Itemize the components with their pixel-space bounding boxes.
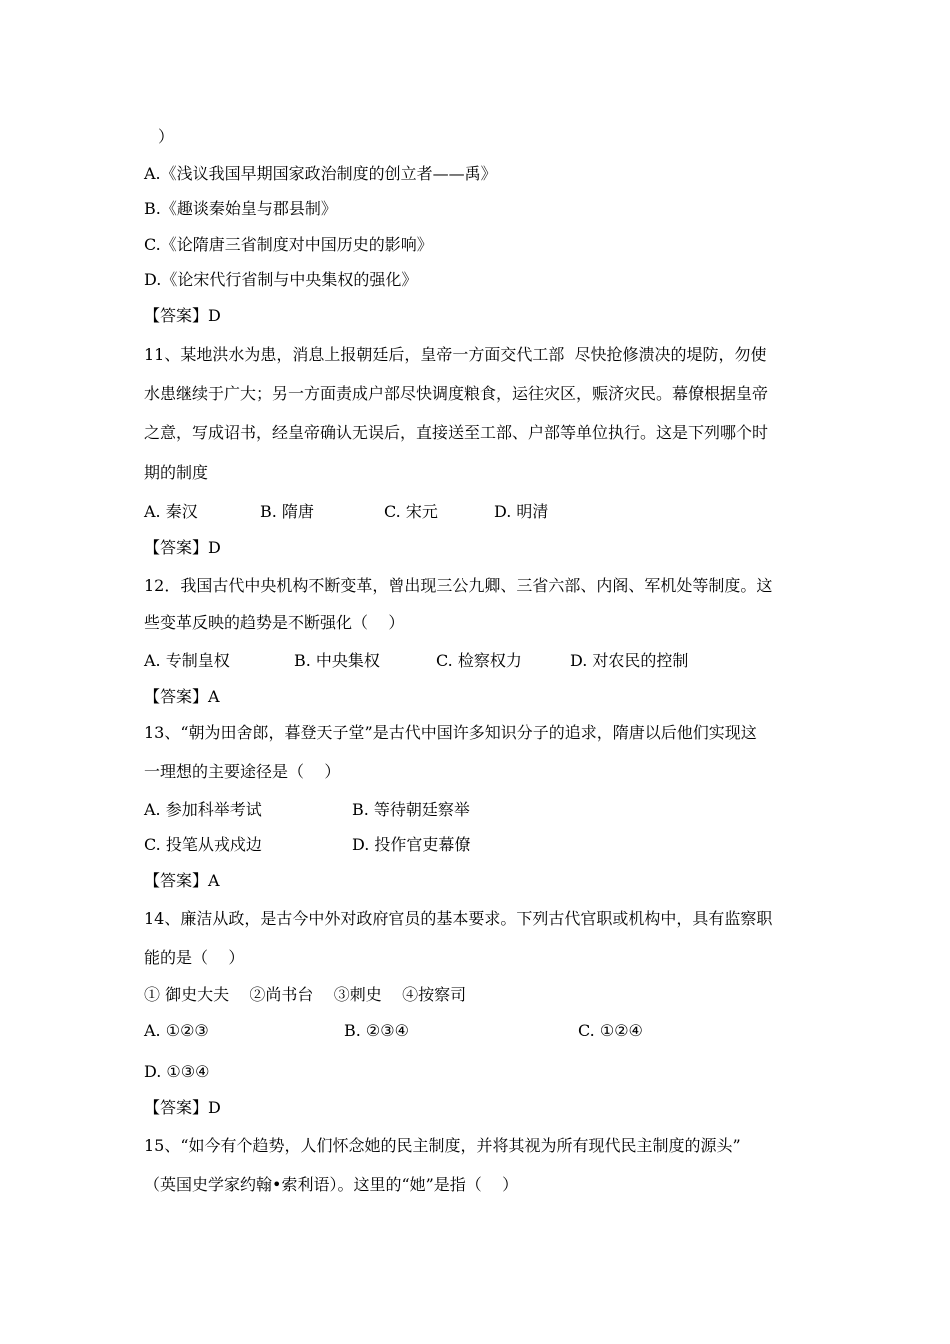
q12-option-c: C. 检察权力 <box>436 651 522 670</box>
q13-option-c: C. 投笔从戎戍边 <box>144 835 262 854</box>
q13-option-a: A. 参加科举考试 <box>144 800 262 819</box>
q12-option-a: A. 专制皇权 <box>144 651 230 670</box>
q12-options <box>144 651 824 671</box>
q14-options-row-1 <box>144 1021 824 1041</box>
q14-option-b: B. ②③④ <box>344 1021 409 1040</box>
q11-option-b: B. 隋唐 <box>260 502 314 521</box>
q12-option-b: B. 中央集权 <box>294 651 380 670</box>
q14-text-line-2: 能的是（ ） <box>144 948 245 967</box>
q14-answer: 【答案】D <box>144 1098 221 1117</box>
q13-text-line-2: 一理想的主要途径是（ ） <box>144 762 341 781</box>
q13-option-d: D. 投作官吏幕僚 <box>352 835 471 854</box>
q14-text-line-1: 14、廉洁从政，是古今中外对政府官员的基本要求。下列古代官职或机构中，具有监察职 <box>144 909 773 928</box>
q13-options-row-1 <box>144 800 824 820</box>
q11-answer: 【答案】D <box>144 538 221 557</box>
q13-options-row-2 <box>144 835 824 855</box>
q13-answer: 【答案】A <box>144 871 220 890</box>
q10-option-b: B.《趣谈秦始皇与郡县制》 <box>144 199 337 218</box>
q14-option-a: A. ①②③ <box>144 1021 209 1040</box>
q10-tail: ） <box>158 127 175 146</box>
q11-option-c: C. 宋元 <box>384 502 438 521</box>
q15-text-line-1: 15、“如今有个趋势，人们怀念她的民主制度，并将其视为所有现代民主制度的源头” <box>144 1136 741 1155</box>
q13-option-b: B. 等待朝廷察举 <box>352 800 470 819</box>
q11-option-d: D. 明清 <box>494 502 549 521</box>
q11-text-line-1: 11、某地洪水为患，消息上报朝廷后，皇帝一方面交代工部 尽快抢修溃决的堤防，勿使 <box>144 345 767 364</box>
q10-answer: 【答案】D <box>144 306 221 325</box>
q10-option-a: A.《浅议我国早期国家政治制度的创立者——禹》 <box>144 164 497 183</box>
q11-text-line-4: 期的制度 <box>144 463 209 482</box>
q15-text-line-2: （英国史学家约翰•索利语）。这里的“她”是指（ ） <box>144 1175 519 1194</box>
q12-option-d: D. 对农民的控制 <box>570 651 689 670</box>
q12-answer: 【答案】A <box>144 687 220 706</box>
q10-option-c: C.《论隋唐三省制度对中国历史的影响》 <box>144 235 433 254</box>
q12-text-line-1: 12．我国古代中央机构不断变革，曾出现三公九卿、三省六部、内阁、军机处等制度。这 <box>144 576 773 595</box>
q11-option-a: A. 秦汉 <box>144 502 198 521</box>
q14-option-c: C. ①②④ <box>578 1021 643 1040</box>
q13-text-line-1: 13、“朝为田舍郎，暮登天子堂”是古代中国许多知识分子的追求，隋唐以后他们实现这 <box>144 723 757 742</box>
q14-items: ① 御史大夫 ②尚书台 ③刺史 ④按察司 <box>144 985 467 1004</box>
q12-text-line-2: 些变革反映的趋势是不断强化（ ） <box>144 613 405 632</box>
q11-text-line-2: 水患继续于广大；另一方面责成户部尽快调度粮食，运往灾区，赈济灾民。幕僚根据皇帝 <box>144 384 769 403</box>
q11-text-line-3: 之意，写成诏书，经皇帝确认无误后，直接送至工部、户部等单位执行。这是下列哪个时 <box>144 423 769 442</box>
q10-option-d: D.《论宋代行省制与中央集权的强化》 <box>144 270 418 289</box>
q14-option-d: D. ①③④ <box>144 1062 210 1081</box>
q11-options <box>144 502 824 522</box>
